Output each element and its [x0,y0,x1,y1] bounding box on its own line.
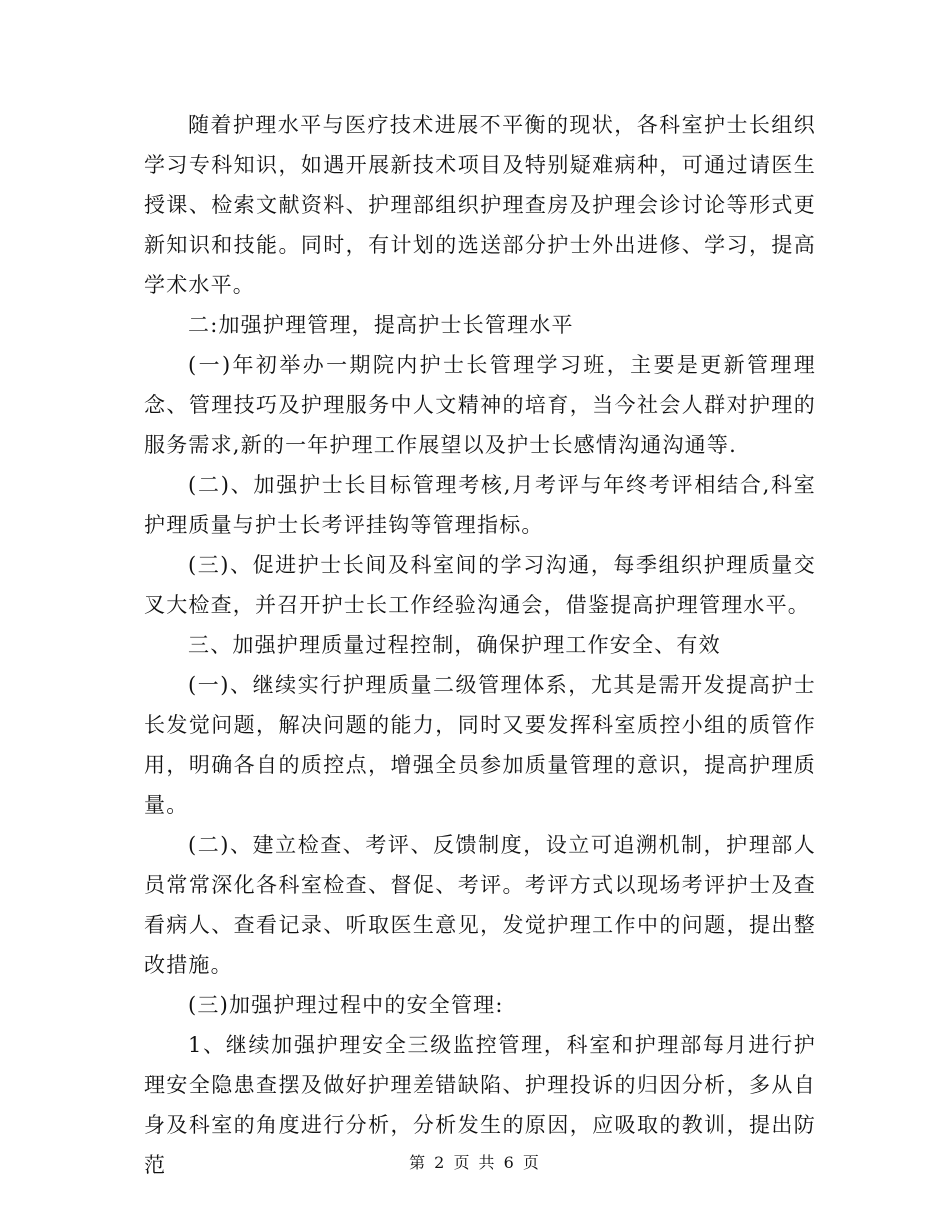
paragraph-2-2: (二)、加强护士长目标管理考核,月考评与年终考评相结合,科室护理质量与护士长考评挂钩等管理指标。 [144,473,816,537]
paragraph-1: 随着护理水平与医疗技术进展不平衡的现状，各科室护士长组织学习专科知识，如遇开展新技术项目及特别疑难病种，可通过请医生授课、检索文献资料、护理部组织护理查房及护理会诊讨论等形式更新知识和技能。同时，有计划的选送部分护士外出进修、学习，提高学术水平。 [144,113,816,297]
paragraph-3-3-1: 1、继续加强护理安全三级监控管理，科室和护理部每月进行护理安全隐患查摆及做好护理差错缺陷、护理投诉的归因分析，多从自身及科室的角度进行分析，分析发生的原因，应吸取的教训，提出防范 [144,1033,816,1177]
paragraph-3-3: (三)加强护理过程中的安全管理: [188,993,504,1017]
paragraph-3-2: (二)、建立检查、考评、反馈制度，设立可追溯机制，护理部人员常常深化各科室检查、督促、考评。考评方式以现场考评护士及查看病人、查看记录、听取医生意见，发觉护理工作中的问题，提出整改措施。 [144,833,816,977]
paragraph-2-3: (三)、促进护士长间及科室间的学习沟通，每季组织护理质量交叉大检查，并召开护士长工作经验沟通会，借鉴提高护理管理水平。 [144,553,816,617]
document-body [144,105,816,1185]
heading-section-3: 三、加强护理质量过程控制，确保护理工作安全、有效 [188,633,721,657]
paragraph-3-1: (一)、继续实行护理质量二级管理体系，尤其是需开发提高护士长发觉问题，解决问题的能力，同时又要发挥科室质控小组的质管作用，明确各自的质控点，增强全员参加质量管理的意识，提高护理质量。 [144,673,816,817]
paragraph-2-1: (一)年初举办一期院内护士长管理学习班，主要是更新管理理念、管理技巧及护理服务中人文精神的培育，当今社会人群对护理的服务需求,新的一年护理工作展望以及护士长感情沟通沟通等. [144,353,816,457]
page-number-footer: 第 2 页 共 6 页 [409,1153,541,1172]
heading-section-2: 二:加强护理管理，提高护士长管理水平 [188,313,574,337]
